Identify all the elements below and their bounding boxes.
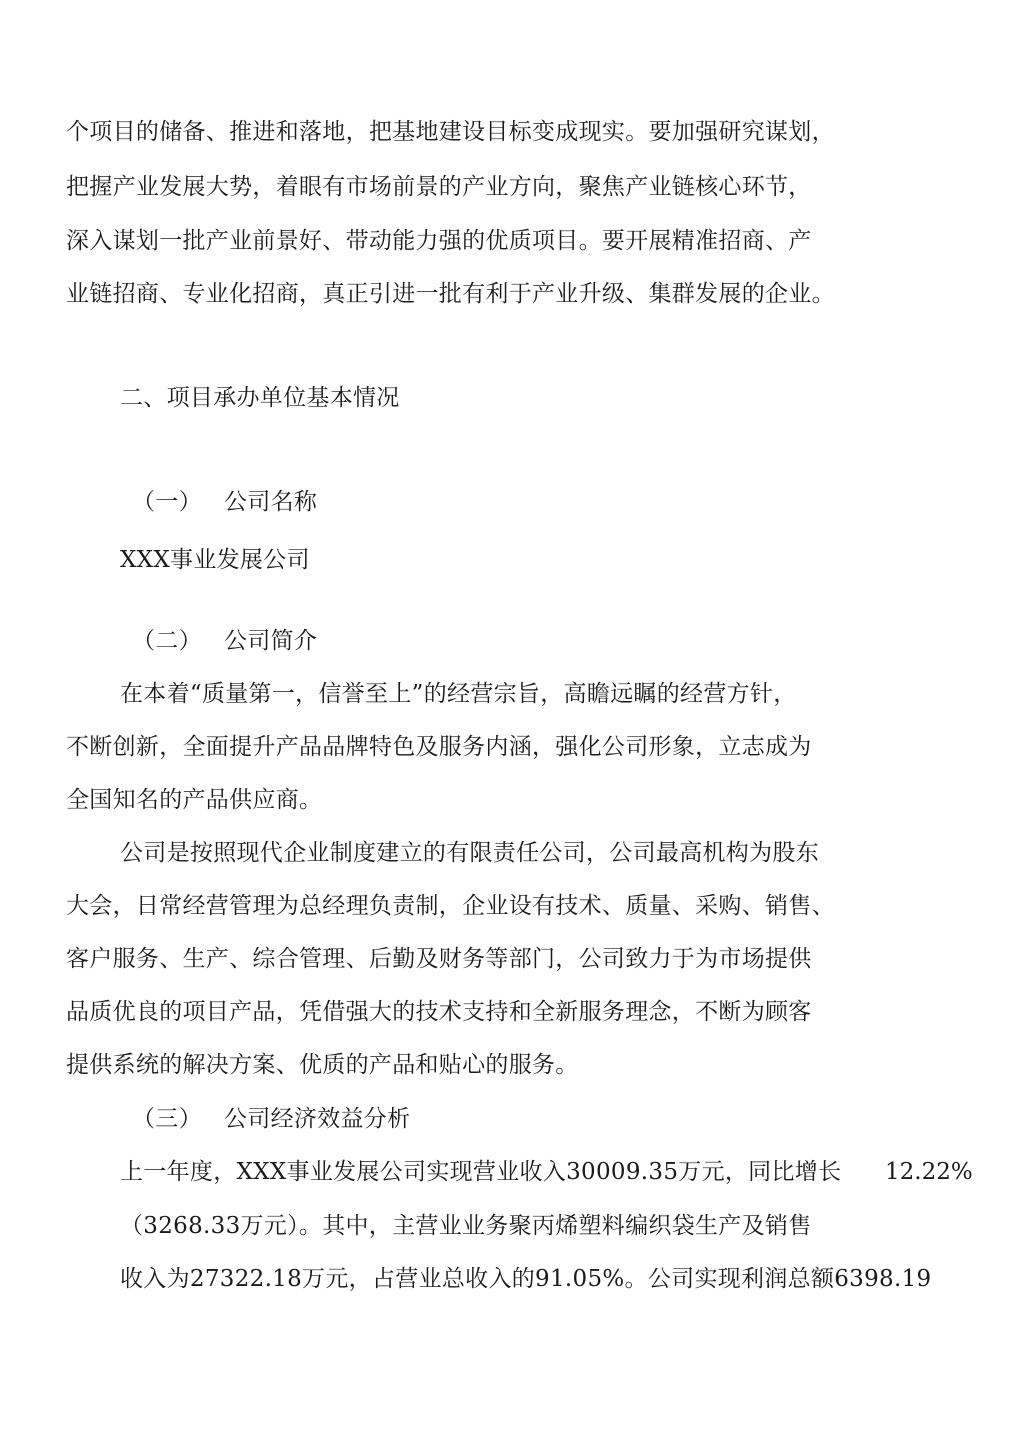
profile-p2-line-2: 大会，日常经营管理为总经理负责制，企业设有技术、质量、采购、销售、	[66, 893, 835, 919]
company-name: XXX事业发展公司	[120, 547, 310, 573]
intro-line-3: 深入谋划一批产业前景好、带动能力强的优质项目。要开展精准招商、产	[66, 228, 812, 254]
profile-p2-line-4: 品质优良的项目产品，凭借强大的技术支持和全新服务理念，不断为顾客	[66, 999, 812, 1025]
subsection-1-title: 公司名称	[224, 489, 318, 515]
profile-p2-line-3: 客户服务、生产、综合管理、后勤及财务等部门，公司致力于为市场提供	[66, 946, 812, 972]
section-heading: 二、项目承办单位基本情况	[120, 385, 400, 411]
subsection-2-title: 公司简介	[224, 628, 318, 654]
intro-line-2: 把握产业发展大势，着眼有市场前景的产业方向，聚焦产业链核心环节，	[66, 174, 812, 200]
subsection-1-heading	[132, 487, 317, 517]
subsection-3-heading	[132, 1104, 410, 1134]
subsection-2-heading	[132, 626, 317, 656]
economics-line-3: 收入为27322.18万元，占营业总收入的91.05%。公司实现利润总额6398.19	[120, 1266, 932, 1292]
intro-line-4: 业链招商、专业化招商，真正引进一批有利于产业升级、集群发展的企业。	[66, 281, 835, 307]
profile-p2-line-5: 提供系统的解决方案、优质的产品和贴心的服务。	[66, 1052, 579, 1078]
economics-line-1: 上一年度，XXX事业发展公司实现营业收入30009.35万元，同比增长	[120, 1159, 842, 1185]
profile-p1-line-1: 在本着“质量第一，信誉至上”的经营宗旨，高瞻远瞩的经营方针，	[120, 681, 797, 707]
subsection-2-label: （二）	[132, 628, 202, 654]
profile-p1-line-3: 全国知名的产品供应商。	[66, 787, 323, 813]
subsection-3-label: （三）	[132, 1106, 202, 1132]
growth-rate: 12.22%	[885, 1159, 973, 1185]
profile-p1-line-2: 不断创新，全面提升产品品牌特色及服务内涵，强化公司形象，立志成为	[66, 734, 812, 760]
subsection-3-title: 公司经济效益分析	[224, 1106, 411, 1132]
subsection-1-label: （一）	[132, 489, 202, 515]
economics-line-2: （3268.33万元）。其中，主营业业务聚丙烯塑料编织袋生产及销售	[120, 1213, 812, 1239]
profile-p2-line-1: 公司是按照现代企业制度建立的有限责任公司，公司最高机构为股东	[120, 840, 819, 866]
intro-line-1: 个项目的储备、推进和落地，把基地建设目标变成现实。要加强研究谋划，	[66, 119, 835, 145]
